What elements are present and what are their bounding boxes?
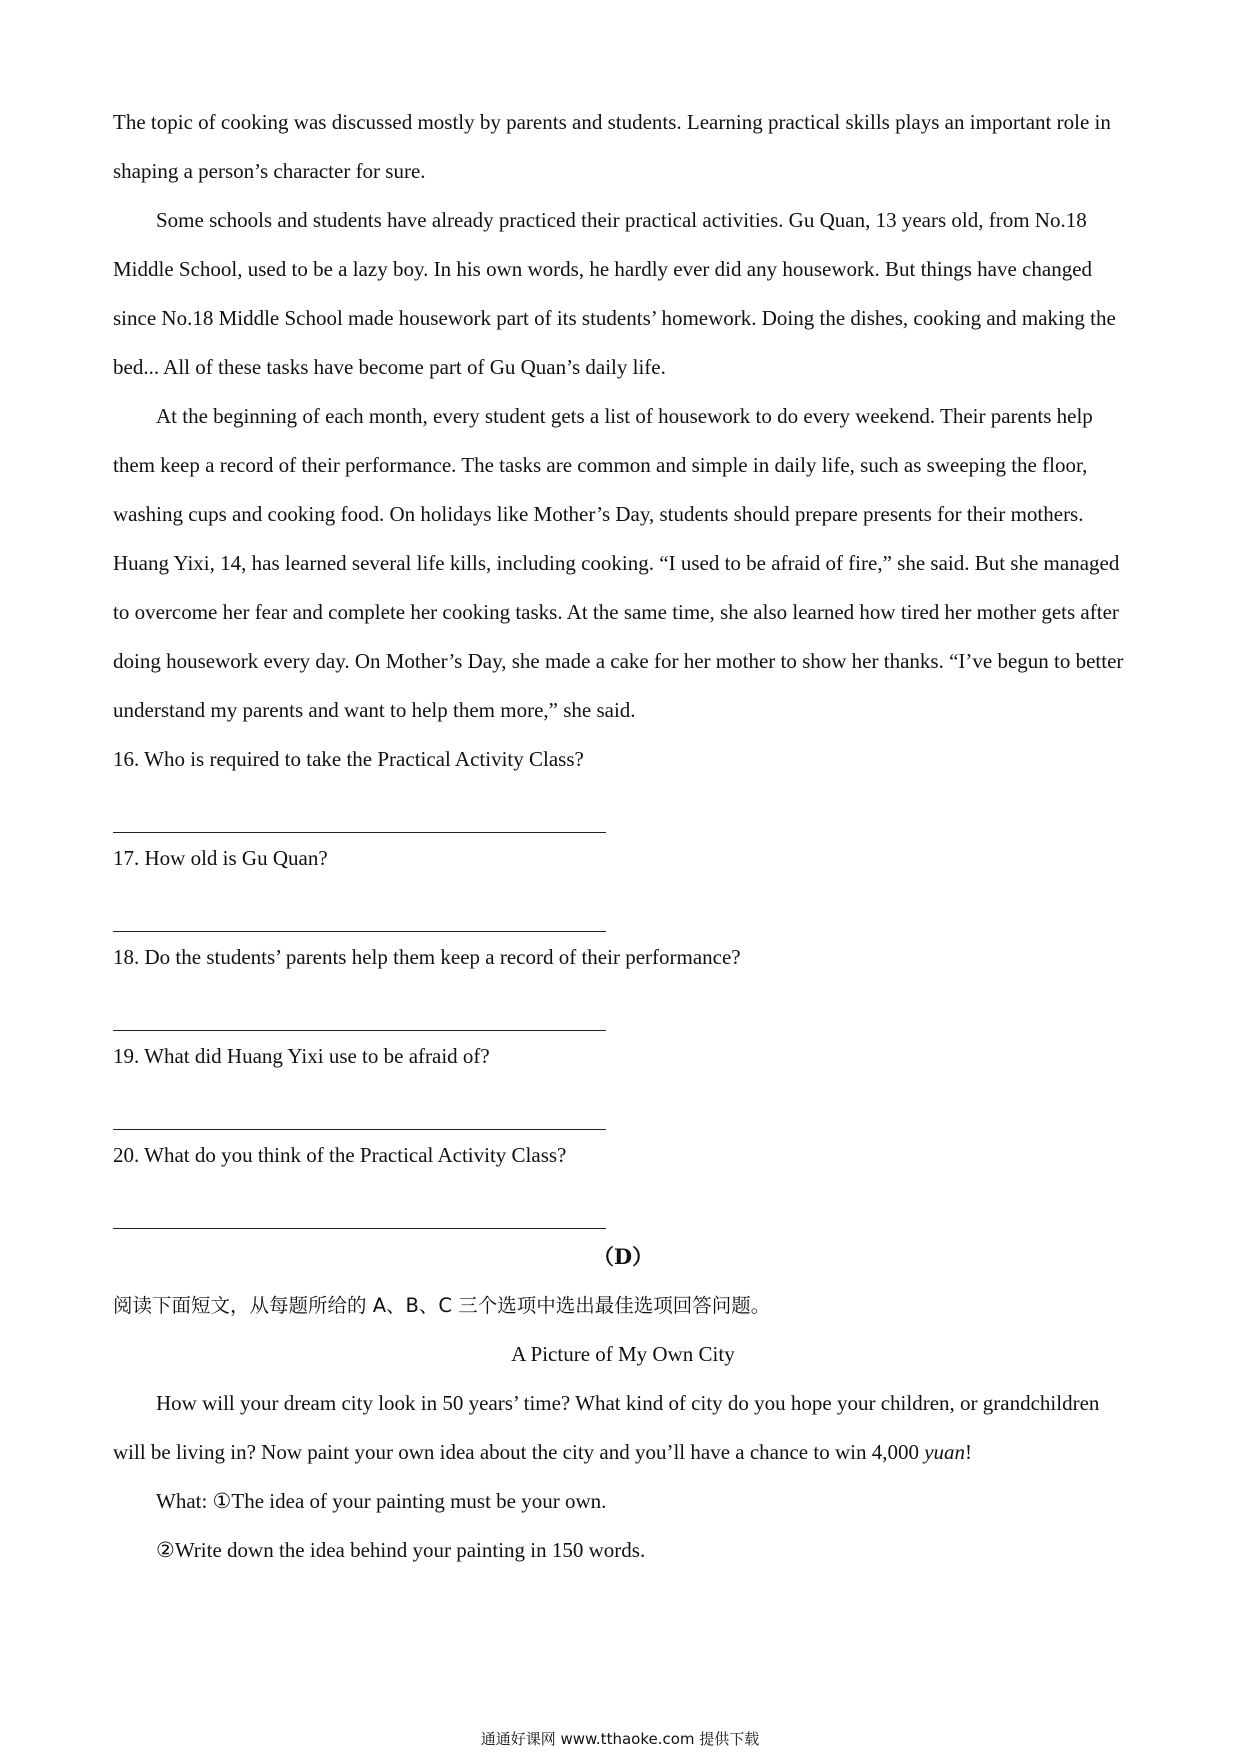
answer-line-18[interactable] [113,982,606,1031]
passage-paragraph-2: Some schools and students have already practiced their practical activities. Gu Quan, 13 years old, from No.18 Middle School, used to be a lazy boy. In his own words, he hardly ever did any housework. But things have changed since No.18 Middle School made housework part of its students’ homework. Doing the dishes, cooking and making the bed... All of these tasks have become part of Gu Quan’s daily life. [113,208,1116,379]
answer-line-20[interactable] [113,1180,606,1229]
question-20: 20. What do you think of the Practical Activity Class? [113,1143,567,1167]
what-requirement-2: ②Write down the idea behind your painting in 150 words. [156,1538,646,1562]
answer-line-19[interactable] [113,1081,606,1130]
answer-line-16[interactable] [113,784,606,833]
question-18: 18. Do the students’ parents help them keep a record of their performance? [113,945,741,969]
page-content [113,98,1133,1575]
section-d-instruction: 阅读下面短文，从每题所给的 A、B、C 三个选项中选出最佳选项回答问题。 [113,1294,771,1317]
passage-title: A Picture of My Own City [511,1342,735,1366]
passage-paragraph-3: At the beginning of each month, every student gets a list of housework to do every weekend. Their parents help them keep a record of their performance. The tasks are common and simple in daily life, such as sweeping the floor, washing cups and cooking food. On holidays like Mother’s Day, students should prepare presents for their mothers. Huang Yixi, 14, has learned several life kills, including cooking. “I used to be afraid of fire,” she said. But she managed to overcome her fear and complete her cooking tasks. At the same time, she also learned how tired her mother gets after doing housework every day. On Mother’s Day, she made a cake for her mother to show her thanks. “I’ve begun to better understand my parents and want to help them more,” she said. [113,404,1124,722]
section-d-heading: （D） [592,1244,654,1269]
question-17: 17. How old is Gu Quan? [113,846,328,870]
what-requirement-1: What: ①The idea of your painting must be your own. [156,1489,607,1513]
intro-end: ! [965,1440,973,1464]
passage-d-intro [113,1379,1133,1477]
question-16: 16. Who is required to take the Practical Activity Class? [113,747,584,771]
question-19: 19. What did Huang Yixi use to be afraid of? [113,1044,490,1068]
passage-paragraph-1: The topic of cooking was discussed mostly by parents and students. Learning practical skills plays an important role in shaping a person’s character for sure. [113,110,1111,183]
intro-currency: yuan [924,1440,966,1464]
answer-line-17[interactable] [113,883,606,932]
page-footer: 通通好课网 www.tthaoke.com 提供下载 [480,1730,760,1748]
intro-text: How will your dream city look in 50 years’ time? What kind of city do you hope your children, or grandchildren will be living in? Now paint your own idea about the city and you’ll have a chance to win 4,000 [113,1391,1100,1464]
